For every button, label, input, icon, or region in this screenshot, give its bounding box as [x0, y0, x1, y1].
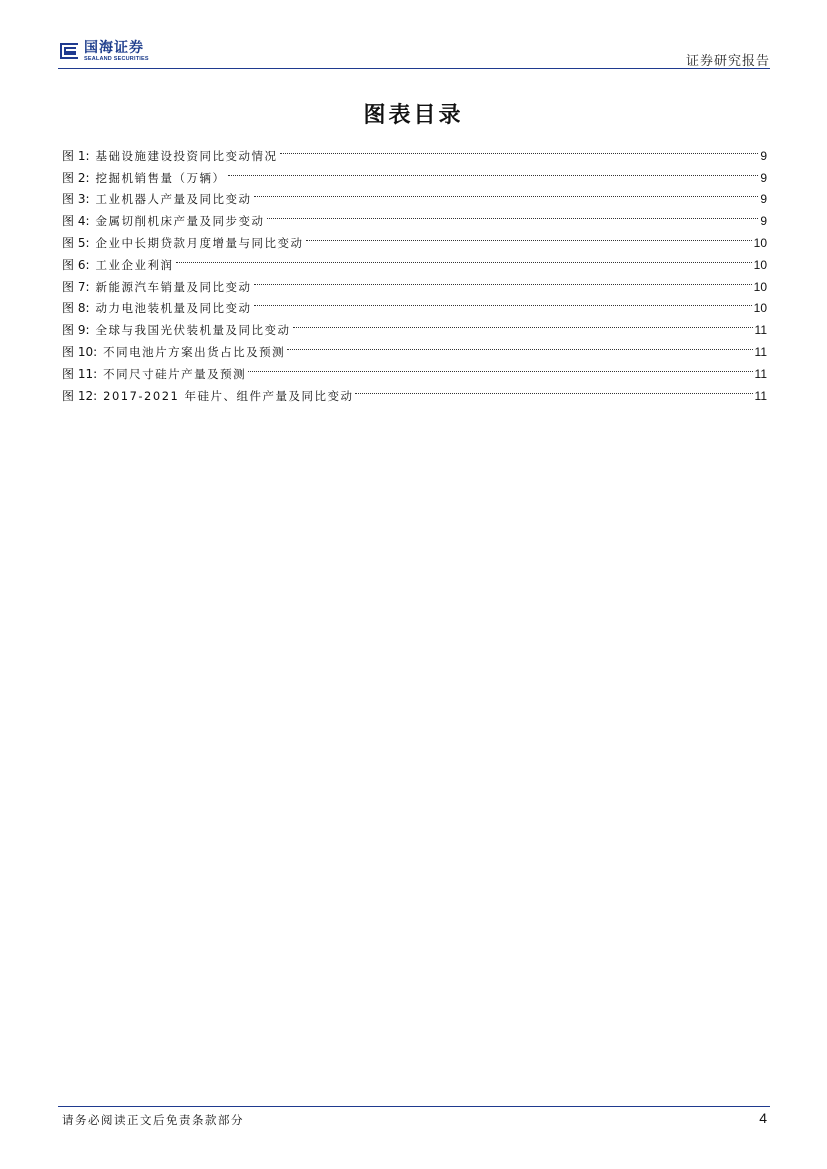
toc-entry-page: 11: [754, 366, 767, 381]
report-type-label: 证券研究报告: [685, 53, 770, 68]
toc-entry-page: 10: [753, 301, 767, 316]
toc-entry-label: 不同电池片方案出货占比及预测: [103, 344, 286, 359]
toc-entry-page: 9: [760, 148, 767, 163]
toc-entry-page: 10: [753, 279, 767, 294]
toc-dot-leader: [228, 160, 759, 182]
toc-dot-leader: [248, 356, 752, 378]
toc-entry-number: 图 3:: [62, 192, 90, 207]
header-divider: [58, 68, 770, 69]
toc-entry-label: 2017-2021 年硅片、组件产量及同比变动: [103, 388, 354, 403]
toc-entry-number: 图 12:: [62, 388, 98, 403]
sealand-logo-icon: [58, 40, 80, 62]
footer-divider: [58, 1106, 770, 1107]
toc-entry-number: 图 6:: [62, 257, 90, 272]
toc-entry-number: 图 8:: [62, 301, 90, 316]
toc-entry-number: 图 7:: [62, 279, 90, 294]
toc-entry-page: 10: [753, 257, 767, 272]
logo-chinese-name: 国海证券: [84, 40, 144, 56]
toc-entry-number: 图 5:: [62, 235, 90, 250]
toc-entry-number: 图 11:: [62, 366, 98, 381]
toc-dot-leader: [254, 269, 752, 291]
toc-entry-label: 工业企业利润: [95, 257, 174, 272]
toc-entry-label: 工业机器人产量及同比变动: [95, 192, 252, 207]
toc-dot-leader: [293, 312, 753, 334]
page-header: [58, 38, 770, 68]
page-title: 图表目录: [363, 103, 464, 128]
logo-english-name: SEALAND SECURITIES: [84, 56, 149, 62]
toc-dot-leader: [254, 182, 759, 204]
toc-entry-label: 挖掘机销售量（万辆）: [95, 170, 226, 185]
toc-dot-leader: [254, 291, 752, 313]
toc-entry-page: 11: [754, 323, 767, 338]
toc-dot-leader: [287, 334, 752, 356]
toc-entry-number: 图 1:: [62, 148, 90, 163]
page-number: 4: [759, 1110, 767, 1126]
toc-entry-page: 9: [760, 192, 767, 207]
toc-entry-label: 全球与我国光伏装机量及同比变动: [95, 323, 291, 338]
toc-entry[interactable]: [62, 138, 767, 163]
toc-entry-label: 企业中长期贷款月度增量与同比变动: [95, 235, 304, 250]
toc-dot-leader: [280, 138, 759, 160]
toc-entry-page: 10: [753, 235, 767, 250]
toc-entry-page: 11: [754, 388, 767, 403]
toc-entry-number: 图 2:: [62, 170, 90, 185]
figure-table-of-contents: [62, 138, 767, 403]
toc-entry-label: 金属切削机床产量及同步变动: [95, 214, 265, 229]
toc-dot-leader: [355, 378, 752, 400]
footer-disclaimer: 请务必阅读正文后免责条款部分: [62, 1113, 244, 1127]
toc-entry-label: 动力电池装机量及同比变动: [95, 301, 252, 316]
toc-entry-label: 新能源汽车销量及同比变动: [95, 279, 252, 294]
toc-entry-number: 图 9:: [62, 323, 90, 338]
toc-entry-label: 基础设施建设投资同比变动情况: [95, 148, 278, 163]
toc-entry-number: 图 10:: [62, 344, 98, 359]
toc-dot-leader: [176, 247, 752, 269]
toc-entry-page: 9: [760, 214, 767, 229]
toc-entry-page: 11: [754, 344, 767, 359]
company-logo: [58, 40, 149, 63]
toc-entry-page: 9: [760, 170, 767, 185]
toc-entry-number: 图 4:: [62, 214, 90, 229]
toc-entry-label: 不同尺寸硅片产量及预测: [103, 366, 247, 381]
toc-dot-leader: [267, 203, 759, 225]
toc-dot-leader: [306, 225, 752, 247]
